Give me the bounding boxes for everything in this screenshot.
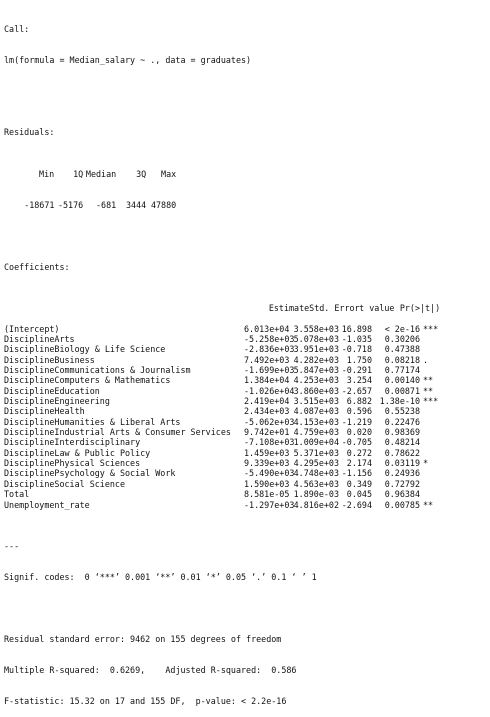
coef-p-value: 0.08218: [384, 354, 420, 365]
signif-codes: Signif. codes: 0 ‘***’ 0.001 ‘**’ 0.01 ‘*’ 0.05 ‘.’ 0.1 ‘ ’ 1: [4, 571, 317, 582]
coefficient-row: [4, 437, 488, 447]
f-statistic-line: F-statistic: 15.32 on 17 and 155 DF, p-value: < 2.2e-16: [4, 696, 287, 707]
residuals-value-max: 47880: [150, 199, 177, 210]
coef-signif: ***: [423, 323, 439, 334]
coefficient-row: [4, 324, 488, 334]
r-console-output: [4, 3, 488, 707]
coef-header-t-value: t value: [359, 302, 395, 313]
separator-line: ---: [4, 540, 20, 551]
coef-p-value: 0.00785: [384, 499, 420, 510]
coef-std-error: 5.078e+03: [293, 334, 339, 344]
coef-name: DisciplinePsychology & Social Work: [4, 468, 176, 479]
coef-name: DisciplineCommunications & Journalism: [4, 365, 191, 376]
residuals-value-3q: 3444: [126, 199, 147, 210]
residuals-value-median: -681: [96, 199, 117, 210]
coef-estimate: 1.590e+03: [244, 478, 290, 489]
coef-t-value: -0.718: [341, 344, 372, 355]
coef-t-value: 1.750: [346, 354, 372, 365]
coef-estimate: 1.384e+04: [244, 375, 290, 386]
coef-signif: **: [423, 375, 434, 386]
coef-estimate: -5.062e+03: [244, 416, 295, 427]
coef-std-error: 1.890e-03: [293, 489, 339, 500]
coef-t-value: 3.254: [346, 375, 372, 386]
coef-estimate: -7.108e+03: [244, 437, 295, 448]
coef-std-error: 5.371e+03: [293, 447, 339, 458]
coef-estimate: 6.013e+04: [244, 323, 290, 334]
spacer: [4, 603, 488, 613]
residuals-values-row: [4, 189, 488, 210]
coef-p-value: 0.96384: [384, 489, 420, 500]
coef-std-error: 3.860e+03: [293, 385, 339, 396]
coef-t-value: -2.657: [341, 385, 372, 396]
coef-estimate: -1.026e+04: [244, 385, 295, 396]
coef-name: DisciplineLaw & Public Policy: [4, 447, 151, 458]
coef-signif: *: [423, 458, 429, 469]
coef-name: DisciplineArts: [4, 334, 75, 344]
coef-name: (Intercept): [4, 323, 60, 334]
coef-p-value: 0.03119: [384, 458, 420, 469]
coef-estimate: -5.258e+03: [244, 334, 295, 344]
coef-header-estimate: Estimate: [268, 302, 310, 313]
coef-p-value: 0.00871: [384, 385, 420, 396]
coef-t-value: 0.349: [346, 478, 372, 489]
coef-name: DisciplineHumanities & Liberal Arts: [4, 416, 181, 427]
coefficient-row: [4, 458, 488, 468]
residuals-header-1q: 1Q: [73, 168, 84, 179]
coefficient-row: [4, 500, 488, 510]
coef-std-error: 3.558e+03: [293, 323, 339, 334]
coef-header-p-value: Pr(>|t|): [399, 302, 441, 313]
coef-name: DisciplineIndustrial Arts & Consumer Services: [4, 427, 231, 438]
coefficients-table-body: [4, 324, 488, 510]
coef-estimate: -1.699e+03: [244, 365, 295, 376]
coef-t-value: -0.291: [341, 365, 372, 376]
coef-signif: **: [423, 499, 434, 510]
coef-std-error: 4.295e+03: [293, 458, 339, 469]
coef-t-value: 6.882: [346, 396, 372, 407]
coef-p-value: < 2e-16: [384, 323, 420, 334]
coef-t-value: 0.272: [346, 447, 372, 458]
coef-std-error: 4.563e+03: [293, 478, 339, 489]
coef-p-value: 0.77174: [384, 365, 420, 376]
residuals-header-min: Min: [39, 168, 55, 179]
coef-name: DisciplineComputers & Mathematics: [4, 375, 171, 386]
coef-header-std-error: Std. Error: [309, 302, 360, 313]
residuals-header-max: Max: [161, 168, 177, 179]
coef-signif: ***: [423, 396, 439, 407]
coef-t-value: -1.035: [341, 334, 372, 344]
coef-std-error: 4.282e+03: [293, 354, 339, 365]
call-label: Call:: [4, 23, 30, 34]
residuals-header-row: [4, 158, 488, 179]
coef-name: DisciplineInterdisciplinary: [4, 437, 141, 448]
coefficient-row: [4, 479, 488, 489]
coef-estimate: 8.581e-05: [244, 489, 290, 500]
coef-estimate: -2.836e+03: [244, 344, 295, 355]
coef-p-value: 0.78622: [384, 447, 420, 458]
coef-estimate: 9.339e+03: [244, 458, 290, 469]
coef-std-error: 4.816e+02: [293, 499, 339, 510]
coefficient-row: [4, 396, 488, 406]
coef-estimate: 7.492e+03: [244, 354, 290, 365]
coef-estimate: 2.419e+04: [244, 396, 290, 407]
residuals-label: Residuals:: [4, 127, 55, 138]
coef-t-value: 0.020: [346, 427, 372, 438]
coef-p-value: 0.24936: [384, 468, 420, 479]
coefficients-header-row: [4, 293, 488, 313]
coef-t-value: -1.156: [341, 468, 372, 479]
coef-std-error: 4.153e+03: [293, 416, 339, 427]
coefficient-row: [4, 427, 488, 437]
coef-name: DisciplineSocial Science: [4, 478, 126, 489]
coefficient-row: [4, 334, 488, 344]
coef-p-value: 0.48214: [384, 437, 420, 448]
coef-std-error: 4.253e+03: [293, 375, 339, 386]
call-formula: lm(formula = Median_salary ~ ., data = graduates): [4, 54, 252, 65]
coef-name: DisciplineEngineering: [4, 396, 110, 407]
coef-p-value: 0.98369: [384, 427, 420, 438]
coefficient-row: [4, 365, 488, 375]
coefficient-row: [4, 386, 488, 396]
coef-t-value: 0.045: [346, 489, 372, 500]
coef-p-value: 0.72792: [384, 478, 420, 489]
residuals-header-3q: 3Q: [136, 168, 147, 179]
coef-std-error: 4.748e+03: [293, 468, 339, 479]
coef-t-value: 0.596: [346, 406, 372, 417]
coefficient-row: [4, 344, 488, 354]
coef-name: DisciplineBusiness: [4, 354, 95, 365]
coef-std-error: 4.087e+03: [293, 406, 339, 417]
coef-estimate: 2.434e+03: [244, 406, 290, 417]
coef-p-value: 0.55238: [384, 406, 420, 417]
coefficient-row: [4, 375, 488, 385]
coefficient-row: [4, 417, 488, 427]
coef-p-value: 0.47388: [384, 344, 420, 355]
coef-estimate: -5.490e+03: [244, 468, 295, 479]
spacer: [4, 86, 488, 96]
coef-std-error: 3.951e+03: [293, 344, 339, 355]
coef-p-value: 1.38e-10: [379, 396, 420, 407]
coef-t-value: -1.219: [341, 416, 372, 427]
coef-std-error: 5.847e+03: [293, 365, 339, 376]
coef-t-value: -2.694: [341, 499, 372, 510]
coef-name: Total: [4, 489, 30, 500]
coef-name: Unemployment_rate: [4, 499, 90, 510]
coef-p-value: 0.22476: [384, 416, 420, 427]
coef-name: DisciplineBiology & Life Science: [4, 344, 166, 355]
coef-signif: .: [423, 354, 429, 365]
coefficient-row: [4, 468, 488, 478]
coef-p-value: 0.30206: [384, 334, 420, 344]
coef-name: DisciplinePhysical Sciences: [4, 458, 141, 469]
coefficients-label: Coefficients:: [4, 261, 70, 272]
coef-std-error: 1.009e+04: [293, 437, 339, 448]
spacer: [4, 220, 488, 230]
coef-t-value: 2.174: [346, 458, 372, 469]
r-squared-line: Multiple R-squared: 0.6269, Adjusted R-squared: 0.586: [4, 665, 302, 675]
coef-name: DisciplineEducation: [4, 385, 100, 396]
coef-estimate: 9.742e+01: [244, 427, 290, 438]
coef-name: DisciplineHealth: [4, 406, 85, 417]
coef-p-value: 0.00140: [384, 375, 420, 386]
coefficient-row: [4, 355, 488, 365]
residuals-value-1q: -5176: [57, 199, 84, 210]
coef-t-value: -0.705: [341, 437, 372, 448]
coefficient-row: [4, 448, 488, 458]
coefficient-row: [4, 406, 488, 416]
coef-estimate: 1.459e+03: [244, 447, 290, 458]
residuals-header-median: Median: [85, 168, 117, 179]
residual-standard-error: Residual standard error: 9462 on 155 degrees of freedom: [4, 633, 282, 644]
coef-signif: **: [423, 385, 434, 396]
coef-t-value: 16.898: [341, 323, 372, 334]
coef-estimate: -1.297e+03: [244, 499, 295, 510]
coefficient-row: [4, 489, 488, 499]
coef-std-error: 4.759e+03: [293, 427, 339, 438]
residuals-value-min: -18671: [24, 199, 55, 210]
coef-std-error: 3.515e+03: [293, 396, 339, 407]
